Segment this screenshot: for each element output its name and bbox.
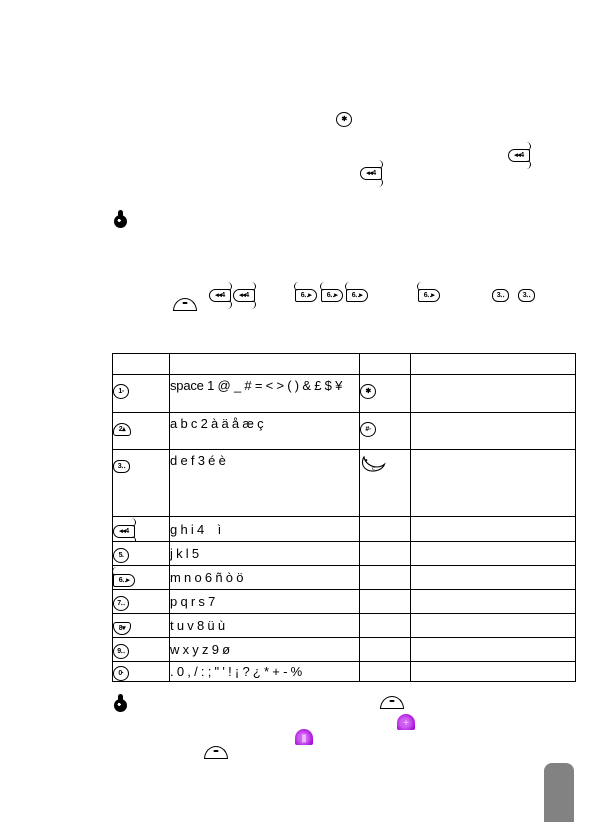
action-key-cell [360, 517, 411, 542]
float-note-icon [114, 210, 127, 233]
table-row-key-3 [113, 450, 576, 517]
action-description-cell [411, 450, 576, 517]
float-key-star-icon [336, 108, 352, 127]
note-icon [114, 694, 127, 712]
key-0-icon: 0· [113, 666, 129, 681]
table-row-key-1 [113, 375, 576, 413]
header-cell [411, 354, 576, 375]
key-hash-icon: #◦ [360, 422, 376, 437]
action-description-cell [411, 413, 576, 450]
action-key-cell [360, 450, 411, 517]
characters-cell: . 0 , / : ; " ' ! ¡ ? ¿ * + - % [170, 662, 360, 682]
action-key-cell [360, 413, 411, 450]
key-star-icon: ✱ [336, 112, 352, 127]
softkey-icon [173, 298, 197, 311]
float-key-6-icon [321, 284, 343, 302]
table-row-key-5 [113, 542, 576, 566]
float-key-4-icon [209, 284, 231, 302]
characters-cell: m n o 6 ñ ò ö [170, 566, 360, 590]
characters-cell: p q r s 7 [170, 590, 360, 614]
key-3-icon: 3‥ [518, 289, 535, 302]
note-icon [114, 210, 127, 228]
softkey-icon [204, 746, 228, 759]
action-description-cell [411, 638, 576, 662]
key-6-icon: 6‥▸ [113, 574, 135, 587]
action-key-cell [360, 542, 411, 566]
table-row-key-9 [113, 638, 576, 662]
float-key-6-icon [295, 284, 317, 302]
action-key-cell [360, 590, 411, 614]
table-row-key-4 [113, 517, 576, 542]
key-6-icon: 6‥▸ [321, 289, 343, 302]
key-8-icon: 8▾ [113, 622, 131, 635]
character-key-table-body [113, 354, 576, 682]
key-cell [113, 517, 170, 542]
key-4-icon: ◂◂4 [508, 149, 530, 162]
key-2-icon: 2▴ [113, 423, 131, 436]
action-key-cell [360, 614, 411, 638]
characters-cell: j k l 5 [170, 542, 360, 566]
characters-cell: w x y z 9 ø [170, 638, 360, 662]
key-6-icon: 6‥▸ [346, 289, 368, 302]
action-description-cell [411, 517, 576, 542]
characters-cell: d e f 3 é è [170, 450, 360, 517]
key-4-icon: ◂◂4 [360, 167, 382, 180]
key-cell [113, 662, 170, 682]
softkey-purple-person-icon: ▮ [295, 729, 313, 745]
float-softkey-purple-person-icon [295, 728, 313, 746]
header-cell [170, 354, 360, 375]
characters-cell: a b c 2 à ä å æ ç [170, 413, 360, 450]
header-cell [113, 354, 170, 375]
float-key-4-icon [360, 162, 382, 180]
key-3-icon: 3‥ [492, 289, 509, 302]
float-key-4-icon [508, 144, 530, 162]
characters-cell: space 1 @ _ # = < > ( ) & £ $ ¥ [170, 375, 360, 413]
key-cell [113, 542, 170, 566]
float-note-icon [114, 694, 127, 717]
action-description-cell [411, 614, 576, 638]
table-row-key-2 [113, 413, 576, 450]
float-softkey-icon [380, 696, 404, 714]
action-description-cell [411, 375, 576, 413]
key-cell [113, 375, 170, 413]
action-key-cell [360, 662, 411, 682]
key-cell [113, 614, 170, 638]
float-key-3-icon [492, 284, 509, 302]
key-7-icon: 7‥ [113, 596, 129, 611]
key-4-icon: ◂◂4 [233, 289, 255, 302]
action-description-cell [411, 566, 576, 590]
float-key-3-icon [518, 284, 535, 302]
key-9-icon: 9‥ [113, 644, 129, 659]
action-description-cell [411, 662, 576, 682]
float-softkey-icon [173, 298, 197, 316]
softkey-icon [380, 696, 404, 709]
action-key-cell [360, 566, 411, 590]
table-row-key-8 [113, 614, 576, 638]
action-description-cell [411, 590, 576, 614]
float-key-6-icon [418, 284, 440, 302]
key-6-icon: 6‥▸ [418, 289, 440, 302]
action-key-cell [360, 638, 411, 662]
key-1-icon: 1▫ [113, 384, 129, 399]
key-cell [113, 566, 170, 590]
clear-key-icon [360, 455, 387, 473]
key-cell [113, 450, 170, 517]
float-softkey-icon [204, 746, 228, 764]
key-4-icon: ◂◂4 [209, 289, 231, 302]
action-key-cell [360, 375, 411, 413]
key-3-icon: 3‥ [113, 460, 130, 473]
key-5-icon: 5. [113, 548, 129, 563]
table-row-key-0 [113, 662, 576, 682]
key-6-icon: 6‥▸ [295, 289, 317, 302]
float-key-6-icon [346, 284, 368, 302]
table-header-row [113, 354, 576, 375]
softkey-purple-cross-icon: + [397, 714, 415, 730]
key-4-icon: ◂◂4 [113, 525, 135, 538]
key-cell [113, 413, 170, 450]
key-star-icon: ✱ [360, 384, 376, 399]
header-cell [360, 354, 411, 375]
float-softkey-purple-cross-icon [397, 713, 415, 731]
characters-cell: t u v 8 ü ù [170, 614, 360, 638]
chapter-tab-marker [544, 763, 574, 822]
table-row-key-6 [113, 566, 576, 590]
table-row-key-7 [113, 590, 576, 614]
action-description-cell [411, 542, 576, 566]
float-key-4-icon [233, 284, 255, 302]
character-key-table [112, 353, 576, 682]
characters-cell: g h i 4 ì [170, 517, 360, 542]
key-cell [113, 590, 170, 614]
svg-text:c: c [372, 466, 375, 473]
key-cell [113, 638, 170, 662]
